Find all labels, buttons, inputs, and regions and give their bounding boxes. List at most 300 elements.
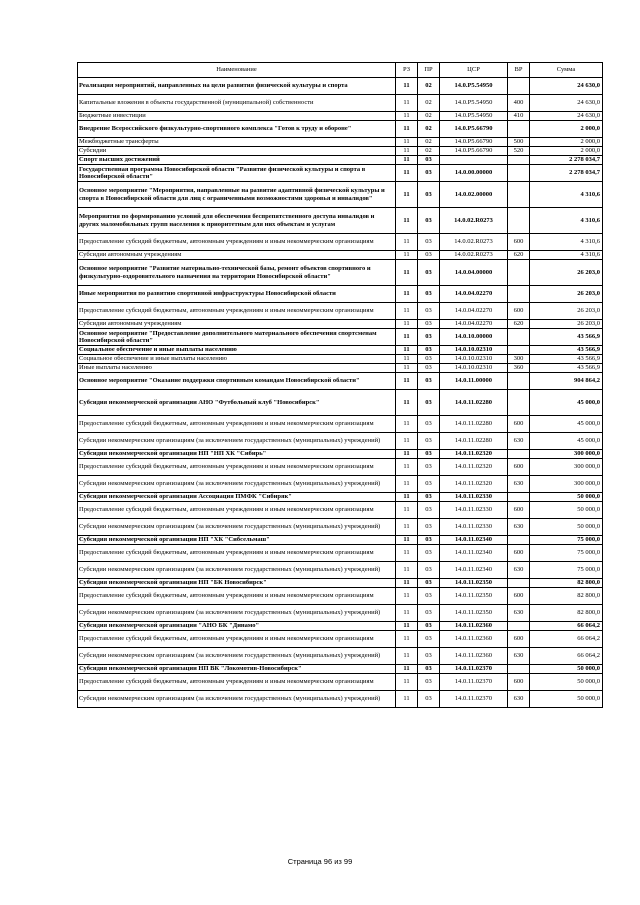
row-sum-cell: 50 000,0: [530, 502, 603, 519]
row-vr-cell: 600: [508, 588, 530, 605]
row-name-cell: Предоставление субсидий бюджетным, автономным учреждениям и иным некоммерческим организациям: [78, 631, 396, 648]
row-vr-cell: [508, 579, 530, 588]
row-vr-cell: 300: [508, 355, 530, 364]
row-sum-cell: 24 630,0: [530, 95, 603, 112]
row-sum-cell: 26 203,0: [530, 303, 603, 320]
row-name-cell: Государственная программа Новосибирской области "Развитие физической культуры и спорта в Новосибирской области": [78, 165, 396, 182]
row-sum-cell: 66 064,2: [530, 648, 603, 665]
row-rz-cell: 11: [396, 459, 418, 476]
table-row: [78, 346, 603, 355]
row-pr-cell: 03: [418, 355, 440, 364]
row-vr-cell: [508, 346, 530, 355]
row-sum-cell: 45 000,0: [530, 416, 603, 433]
row-vr-cell: [508, 536, 530, 545]
row-vr-cell: 630: [508, 562, 530, 579]
row-vr-cell: 600: [508, 674, 530, 691]
row-pr-cell: 03: [418, 286, 440, 303]
row-rz-cell: 11: [396, 303, 418, 320]
row-csr-cell: 14.0.11.02330: [440, 519, 508, 536]
table-row: [78, 78, 603, 95]
header-vr: ВР: [508, 63, 530, 78]
table-row: [78, 433, 603, 450]
row-name-cell: Социальное обеспечение и иные выплаты населению: [78, 346, 396, 355]
row-name-cell: Мероприятия по формированию условий для обеспечения беспрепятственного доступа инвалидов и других маломобильных групп населения к приоритетным для них объектам и услугам: [78, 208, 396, 234]
row-csr-cell: 14.0.11.02280: [440, 433, 508, 450]
row-csr-cell: 14.0.00.00000: [440, 165, 508, 182]
table-row: [78, 373, 603, 390]
row-vr-cell: 630: [508, 605, 530, 622]
row-csr-cell: 14.0.P5.66790: [440, 147, 508, 156]
row-rz-cell: 11: [396, 355, 418, 364]
row-rz-cell: 11: [396, 320, 418, 329]
budget-table: [77, 62, 603, 708]
row-vr-cell: [508, 665, 530, 674]
row-sum-cell: 82 800,0: [530, 605, 603, 622]
table-row: [78, 286, 603, 303]
row-name-cell: Предоставление субсидий бюджетным, автономным учреждениям и иным некоммерческим организациям: [78, 303, 396, 320]
row-name-cell: Субсидии автономным учреждениям: [78, 320, 396, 329]
table-body: [78, 78, 603, 708]
header-name: Наименование: [78, 63, 396, 78]
table-row: [78, 502, 603, 519]
row-sum-cell: 50 000,0: [530, 519, 603, 536]
row-vr-cell: [508, 373, 530, 390]
table-row: [78, 691, 603, 708]
row-pr-cell: 03: [418, 588, 440, 605]
row-rz-cell: 11: [396, 364, 418, 373]
row-vr-cell: [508, 286, 530, 303]
row-sum-cell: 45 000,0: [530, 390, 603, 416]
row-pr-cell: 03: [418, 545, 440, 562]
row-rz-cell: 11: [396, 493, 418, 502]
row-pr-cell: 03: [418, 536, 440, 545]
table-row: [78, 605, 603, 622]
row-name-cell: Основное мероприятие "Мероприятия, направленные на развитие адаптивной физической культуры и спорта в Новосибирской области для лиц с ограниченными возможностями здоровья и инвалидов": [78, 182, 396, 208]
row-name-cell: Предоставление субсидий бюджетным, автономным учреждениям и иным некоммерческим организациям: [78, 674, 396, 691]
row-pr-cell: 03: [418, 416, 440, 433]
row-rz-cell: 11: [396, 95, 418, 112]
row-rz-cell: 11: [396, 588, 418, 605]
row-name-cell: Основное мероприятие "Предоставление дополнительного материального обеспечения спортсменам Новосибирской области": [78, 329, 396, 346]
header-csr: ЦСР: [440, 63, 508, 78]
row-rz-cell: 11: [396, 112, 418, 121]
row-vr-cell: 500: [508, 138, 530, 147]
row-csr-cell: 14.0.11.02320: [440, 459, 508, 476]
row-name-cell: Иные выплаты населению: [78, 364, 396, 373]
row-pr-cell: 03: [418, 459, 440, 476]
row-csr-cell: 14.0.10.02310: [440, 346, 508, 355]
row-vr-cell: 410: [508, 112, 530, 121]
row-name-cell: Субсидии некоммерческим организациям (за исключением государственных (муниципальных) учреждений): [78, 476, 396, 493]
row-name-cell: Бюджетные инвестиции: [78, 112, 396, 121]
row-pr-cell: 03: [418, 373, 440, 390]
row-vr-cell: 600: [508, 502, 530, 519]
row-vr-cell: 630: [508, 648, 530, 665]
row-sum-cell: 2 000,0: [530, 147, 603, 156]
table-row: [78, 364, 603, 373]
row-name-cell: Субсидии: [78, 147, 396, 156]
row-csr-cell: 14.0.04.02270: [440, 320, 508, 329]
row-sum-cell: 75 000,0: [530, 545, 603, 562]
row-csr-cell: 14.0.11.02370: [440, 691, 508, 708]
row-rz-cell: 11: [396, 138, 418, 147]
row-rz-cell: 11: [396, 373, 418, 390]
table-row: [78, 536, 603, 545]
row-sum-cell: 43 566,9: [530, 364, 603, 373]
row-csr-cell: 14.0.02.R0273: [440, 234, 508, 251]
row-csr-cell: 14.0.11.02320: [440, 476, 508, 493]
row-rz-cell: 11: [396, 622, 418, 631]
table-row: [78, 665, 603, 674]
row-sum-cell: 66 064,2: [530, 631, 603, 648]
row-csr-cell: 14.0.04.00000: [440, 260, 508, 286]
row-vr-cell: 630: [508, 433, 530, 450]
row-csr-cell: 14.0.11.00000: [440, 373, 508, 390]
budget-table-sheet: [77, 62, 602, 708]
row-name-cell: Основное мероприятие "Развитие материально-технической базы, ремонт объектов спортивного и физкультурно-оздоровительного назначения на территории Новосибирской области": [78, 260, 396, 286]
row-name-cell: Предоставление субсидий бюджетным, автономным учреждениям и иным некоммерческим организациям: [78, 545, 396, 562]
row-sum-cell: 4 310,6: [530, 208, 603, 234]
table-row: [78, 459, 603, 476]
row-vr-cell: [508, 260, 530, 286]
row-name-cell: Субсидия некоммерческой организации НП "ХК "Сибсельмаш": [78, 536, 396, 545]
row-pr-cell: 03: [418, 519, 440, 536]
row-csr-cell: 14.0.11.02370: [440, 674, 508, 691]
row-vr-cell: 600: [508, 631, 530, 648]
row-csr-cell: 14.0.11.02360: [440, 631, 508, 648]
row-rz-cell: 11: [396, 433, 418, 450]
row-vr-cell: 620: [508, 251, 530, 260]
row-name-cell: Предоставление субсидий бюджетным, автономным учреждениям и иным некоммерческим организациям: [78, 459, 396, 476]
row-vr-cell: [508, 450, 530, 459]
table-row: [78, 579, 603, 588]
row-csr-cell: 14.0.11.02330: [440, 493, 508, 502]
table-row: [78, 390, 603, 416]
row-pr-cell: 03: [418, 648, 440, 665]
row-csr-cell: 14.0.04.02270: [440, 303, 508, 320]
row-vr-cell: 630: [508, 476, 530, 493]
row-pr-cell: 03: [418, 433, 440, 450]
row-sum-cell: 82 800,0: [530, 579, 603, 588]
table-header-row: [78, 63, 603, 78]
row-rz-cell: 11: [396, 121, 418, 138]
row-vr-cell: 620: [508, 320, 530, 329]
row-name-cell: Субсидии некоммерческим организациям (за исключением государственных (муниципальных) учреждений): [78, 519, 396, 536]
row-sum-cell: 43 566,9: [530, 329, 603, 346]
row-rz-cell: 11: [396, 562, 418, 579]
row-pr-cell: 03: [418, 476, 440, 493]
row-sum-cell: 26 203,0: [530, 286, 603, 303]
header-sum: Сумма: [530, 63, 603, 78]
row-sum-cell: 4 310,6: [530, 234, 603, 251]
table-row: [78, 165, 603, 182]
row-pr-cell: 03: [418, 320, 440, 329]
row-name-cell: Субсидия некоммерческой организации НП "НП ХК "Сибирь": [78, 450, 396, 459]
row-vr-cell: [508, 208, 530, 234]
table-row: [78, 329, 603, 346]
row-pr-cell: 03: [418, 691, 440, 708]
row-sum-cell: 24 630,0: [530, 112, 603, 121]
row-sum-cell: 75 000,0: [530, 562, 603, 579]
row-sum-cell: 2 000,0: [530, 138, 603, 147]
row-sum-cell: 50 000,0: [530, 674, 603, 691]
row-pr-cell: 03: [418, 562, 440, 579]
row-sum-cell: 43 566,9: [530, 355, 603, 364]
row-rz-cell: 11: [396, 648, 418, 665]
row-vr-cell: 600: [508, 234, 530, 251]
table-row: [78, 622, 603, 631]
row-csr-cell: 14.0.11.02340: [440, 545, 508, 562]
row-name-cell: Субсидия некоммерческой организации НП ВК "Локомотив-Новосибирск": [78, 665, 396, 674]
row-csr-cell: 14.0.02.R0273: [440, 251, 508, 260]
table-row: [78, 112, 603, 121]
row-csr-cell: 14.0.11.02280: [440, 416, 508, 433]
row-vr-cell: [508, 390, 530, 416]
row-pr-cell: 03: [418, 665, 440, 674]
row-csr-cell: 14.0.10.00000: [440, 329, 508, 346]
table-row: [78, 450, 603, 459]
row-pr-cell: 03: [418, 605, 440, 622]
row-csr-cell: 14.0.11.02350: [440, 579, 508, 588]
table-row: [78, 519, 603, 536]
header-pr: ПР: [418, 63, 440, 78]
row-sum-cell: 2 000,0: [530, 121, 603, 138]
row-rz-cell: 11: [396, 545, 418, 562]
row-pr-cell: 03: [418, 579, 440, 588]
row-name-cell: Субсидии некоммерческим организациям (за исключением государственных (муниципальных) учреждений): [78, 648, 396, 665]
row-csr-cell: 14.0.11.02280: [440, 390, 508, 416]
row-vr-cell: 600: [508, 303, 530, 320]
row-pr-cell: 03: [418, 631, 440, 648]
row-rz-cell: 11: [396, 208, 418, 234]
row-name-cell: Социальное обеспечение и иные выплаты населению: [78, 355, 396, 364]
row-csr-cell: 14.0.11.02360: [440, 648, 508, 665]
row-name-cell: Основное мероприятие "Оказание поддержки спортивным командам Новосибирской области": [78, 373, 396, 390]
row-name-cell: Предоставление субсидий бюджетным, автономным учреждениям и иным некоммерческим организациям: [78, 588, 396, 605]
page-number: Страница 96 из 99: [287, 857, 353, 866]
row-name-cell: Субсидия некоммерческой организации АНО "Футбольный клуб "Новосибирск": [78, 390, 396, 416]
row-vr-cell: [508, 121, 530, 138]
table-row: [78, 476, 603, 493]
row-sum-cell: 50 000,0: [530, 665, 603, 674]
row-rz-cell: 11: [396, 346, 418, 355]
row-csr-cell: 14.0.11.02320: [440, 450, 508, 459]
row-csr-cell: 14.0.11.02340: [440, 562, 508, 579]
row-csr-cell: 14.0.11.02350: [440, 605, 508, 622]
row-sum-cell: 2 278 034,7: [530, 165, 603, 182]
row-rz-cell: 11: [396, 156, 418, 165]
row-name-cell: Капитальные вложения в объекты государственной (муниципальной) собственности: [78, 95, 396, 112]
row-vr-cell: [508, 493, 530, 502]
row-pr-cell: 03: [418, 165, 440, 182]
row-name-cell: Субсидии некоммерческим организациям (за исключением государственных (муниципальных) учреждений): [78, 691, 396, 708]
row-vr-cell: 600: [508, 416, 530, 433]
row-vr-cell: 630: [508, 691, 530, 708]
row-name-cell: Предоставление субсидий бюджетным, автономным учреждениям и иным некоммерческим организациям: [78, 416, 396, 433]
row-name-cell: Субсидия некоммерческой организации НП "БК Новосибирск": [78, 579, 396, 588]
row-vr-cell: 360: [508, 364, 530, 373]
header-rz: РЗ: [396, 63, 418, 78]
row-sum-cell: 50 000,0: [530, 691, 603, 708]
row-rz-cell: 11: [396, 519, 418, 536]
table-row: [78, 147, 603, 156]
row-pr-cell: 03: [418, 674, 440, 691]
row-rz-cell: 11: [396, 450, 418, 459]
row-rz-cell: 11: [396, 579, 418, 588]
row-rz-cell: 11: [396, 665, 418, 674]
table-row: [78, 588, 603, 605]
row-vr-cell: [508, 165, 530, 182]
row-pr-cell: 03: [418, 251, 440, 260]
table-row: [78, 320, 603, 329]
row-csr-cell: 14.0.P5.54950: [440, 78, 508, 95]
row-sum-cell: 300 000,0: [530, 450, 603, 459]
row-csr-cell: 14.0.10.02310: [440, 364, 508, 373]
row-vr-cell: 400: [508, 95, 530, 112]
row-pr-cell: 03: [418, 208, 440, 234]
row-pr-cell: 02: [418, 78, 440, 95]
row-csr-cell: 14.0.P5.66790: [440, 138, 508, 147]
row-pr-cell: 02: [418, 95, 440, 112]
table-row: [78, 251, 603, 260]
row-sum-cell: 300 000,0: [530, 459, 603, 476]
row-rz-cell: 11: [396, 260, 418, 286]
table-row: [78, 208, 603, 234]
row-vr-cell: [508, 329, 530, 346]
table-row: [78, 416, 603, 433]
row-sum-cell: 300 000,0: [530, 476, 603, 493]
row-pr-cell: 03: [418, 346, 440, 355]
row-pr-cell: 02: [418, 121, 440, 138]
row-pr-cell: 03: [418, 450, 440, 459]
row-sum-cell: 45 000,0: [530, 433, 603, 450]
table-row: [78, 562, 603, 579]
row-sum-cell: 66 064,2: [530, 622, 603, 631]
row-pr-cell: 03: [418, 502, 440, 519]
row-vr-cell: 600: [508, 545, 530, 562]
row-rz-cell: 11: [396, 476, 418, 493]
row-rz-cell: 11: [396, 536, 418, 545]
row-vr-cell: [508, 156, 530, 165]
row-name-cell: Межбюджетные трансферты: [78, 138, 396, 147]
row-csr-cell: [440, 156, 508, 165]
row-pr-cell: 03: [418, 364, 440, 373]
row-rz-cell: 11: [396, 605, 418, 622]
row-rz-cell: 11: [396, 182, 418, 208]
row-vr-cell: [508, 622, 530, 631]
row-name-cell: Внедрение Всероссийского физкультурно-спортивного комплекса "Готов к труду и обороне": [78, 121, 396, 138]
row-pr-cell: 02: [418, 138, 440, 147]
row-pr-cell: 03: [418, 182, 440, 208]
table-row: [78, 156, 603, 165]
row-csr-cell: 14.0.11.02330: [440, 502, 508, 519]
row-rz-cell: 11: [396, 251, 418, 260]
row-name-cell: Субсидии некоммерческим организациям (за исключением государственных (муниципальных) учреждений): [78, 605, 396, 622]
row-sum-cell: 2 278 034,7: [530, 156, 603, 165]
row-sum-cell: 4 310,6: [530, 251, 603, 260]
table-row: [78, 95, 603, 112]
row-pr-cell: 02: [418, 112, 440, 121]
row-pr-cell: 03: [418, 493, 440, 502]
row-pr-cell: 03: [418, 390, 440, 416]
row-name-cell: Иные мероприятия по развитию спортивной инфраструктуры Новосибирской области: [78, 286, 396, 303]
row-sum-cell: 82 800,0: [530, 588, 603, 605]
row-rz-cell: 11: [396, 674, 418, 691]
row-sum-cell: 26 203,0: [530, 320, 603, 329]
table-row: [78, 648, 603, 665]
row-csr-cell: 14.0.02.R0273: [440, 208, 508, 234]
row-vr-cell: 600: [508, 459, 530, 476]
row-rz-cell: 11: [396, 234, 418, 251]
row-rz-cell: 11: [396, 78, 418, 95]
row-rz-cell: 11: [396, 147, 418, 156]
row-name-cell: Субсидия некоммерческой организации "АНО БК "Динамо": [78, 622, 396, 631]
row-name-cell: Предоставление субсидий бюджетным, автономным учреждениям и иным некоммерческим организациям: [78, 502, 396, 519]
row-csr-cell: 14.0.11.02350: [440, 588, 508, 605]
row-rz-cell: 11: [396, 286, 418, 303]
row-csr-cell: 14.0.02.00000: [440, 182, 508, 208]
row-name-cell: Предоставление субсидий бюджетным, автономным учреждениям и иным некоммерческим организациям: [78, 234, 396, 251]
row-vr-cell: 630: [508, 519, 530, 536]
row-name-cell: Субсидии некоммерческим организациям (за исключением государственных (муниципальных) учреждений): [78, 562, 396, 579]
row-csr-cell: 14.0.11.02370: [440, 665, 508, 674]
row-csr-cell: 14.0.P5.66790: [440, 121, 508, 138]
table-row: [78, 182, 603, 208]
table-row: [78, 631, 603, 648]
row-pr-cell: 03: [418, 156, 440, 165]
row-pr-cell: 03: [418, 234, 440, 251]
row-rz-cell: 11: [396, 329, 418, 346]
table-row: [78, 303, 603, 320]
row-pr-cell: 03: [418, 303, 440, 320]
row-name-cell: Субсидии автономным учреждениям: [78, 251, 396, 260]
table-row: [78, 355, 603, 364]
table-row: [78, 493, 603, 502]
row-csr-cell: 14.0.04.02270: [440, 286, 508, 303]
row-csr-cell: 14.0.11.02340: [440, 536, 508, 545]
row-sum-cell: 4 310,6: [530, 182, 603, 208]
table-row: [78, 234, 603, 251]
row-sum-cell: 24 630,0: [530, 78, 603, 95]
table-row: [78, 545, 603, 562]
row-rz-cell: 11: [396, 631, 418, 648]
row-name-cell: Спорт высших достижений: [78, 156, 396, 165]
row-vr-cell: [508, 182, 530, 208]
row-sum-cell: 75 000,0: [530, 536, 603, 545]
row-vr-cell: [508, 78, 530, 95]
row-rz-cell: 11: [396, 502, 418, 519]
row-rz-cell: 11: [396, 390, 418, 416]
table-row: [78, 674, 603, 691]
row-sum-cell: 43 566,9: [530, 346, 603, 355]
row-pr-cell: 03: [418, 260, 440, 286]
table-row: [78, 260, 603, 286]
row-vr-cell: 520: [508, 147, 530, 156]
row-csr-cell: 14.0.P5.54950: [440, 95, 508, 112]
row-csr-cell: 14.0.10.02310: [440, 355, 508, 364]
row-name-cell: Субсидии некоммерческим организациям (за исключением государственных (муниципальных) учреждений): [78, 433, 396, 450]
row-rz-cell: 11: [396, 416, 418, 433]
row-rz-cell: 11: [396, 165, 418, 182]
row-sum-cell: 26 203,0: [530, 260, 603, 286]
row-name-cell: Субсидия некоммерческой организации Ассоциация ПМФК "Сибиряк": [78, 493, 396, 502]
row-name-cell: Реализация мероприятий, направленных на цели развития физической культуры и спорта: [78, 78, 396, 95]
table-row: [78, 121, 603, 138]
row-csr-cell: 14.0.P5.54950: [440, 112, 508, 121]
row-pr-cell: 02: [418, 147, 440, 156]
table-row: [78, 138, 603, 147]
row-pr-cell: 03: [418, 622, 440, 631]
